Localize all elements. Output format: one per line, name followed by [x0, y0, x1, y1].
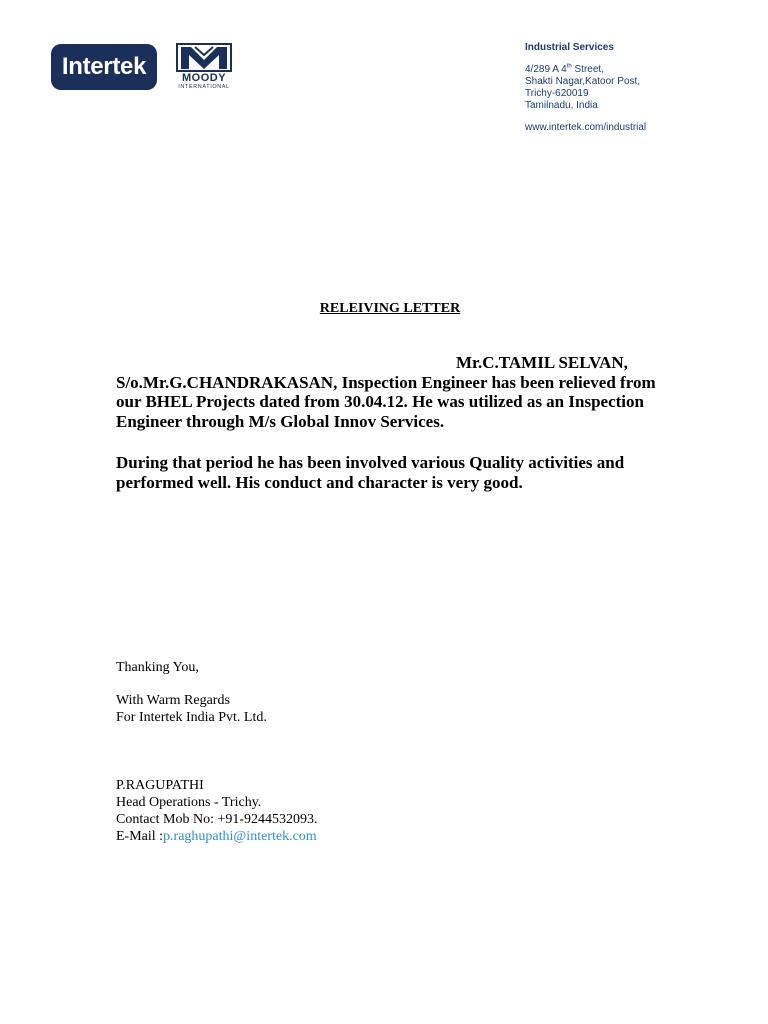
address-line-1: 4/289 A 4th Street,	[525, 63, 604, 75]
email-label: E-Mail :	[116, 829, 164, 844]
letter-paragraph-1: Mr.C.TAMIL SELVAN, S/o.Mr.G.CHANDRAKASAN, Inspection Engineer has been relieved from our BHEL Projects dated from 30.04.12. He was utilized as an Inspection Engineer through M/s Global Innov Services.	[116, 353, 656, 431]
signatory-designation: Head Operations - Trichy.	[116, 795, 262, 810]
contact-number: Contact Mob No: +91-9244532093.	[116, 812, 318, 827]
address-line-3: Trichy-620019	[525, 88, 589, 99]
company-line: For Intertek India Pvt. Ltd.	[116, 710, 267, 725]
intertek-logo	[51, 44, 157, 90]
company-address-block	[525, 42, 646, 134]
address-line-4: Tamilnadu, India	[525, 100, 598, 111]
closing-regards	[116, 692, 267, 726]
signature-block	[116, 777, 318, 845]
address	[525, 64, 646, 112]
regards-line: With Warm Regards	[116, 693, 230, 708]
address-line-2: Shakti Nagar,Katoor Post,	[525, 76, 641, 87]
closing-thanks: Thanking You,	[116, 660, 199, 675]
intertek-logo-text: Intertek	[61, 53, 147, 80]
moody-logo-sub: INTERNATIONAL	[178, 84, 230, 90]
website-link[interactable]: www.intertek.com/industrial	[525, 122, 647, 133]
division-title: Industrial Services	[525, 42, 614, 53]
letter-paragraph-2: During that period he has been involved various Quality activities and performed well. His conduct and character is very good.	[116, 453, 625, 492]
email-line	[116, 828, 318, 845]
moody-logo-name: MOODY	[181, 72, 227, 84]
email-link[interactable]: p.raghupathi@intertek.com	[163, 829, 317, 844]
signatory-name: P.RAGUPATHI	[116, 778, 204, 793]
letter-title: RELEIVING LETTER	[319, 301, 461, 316]
